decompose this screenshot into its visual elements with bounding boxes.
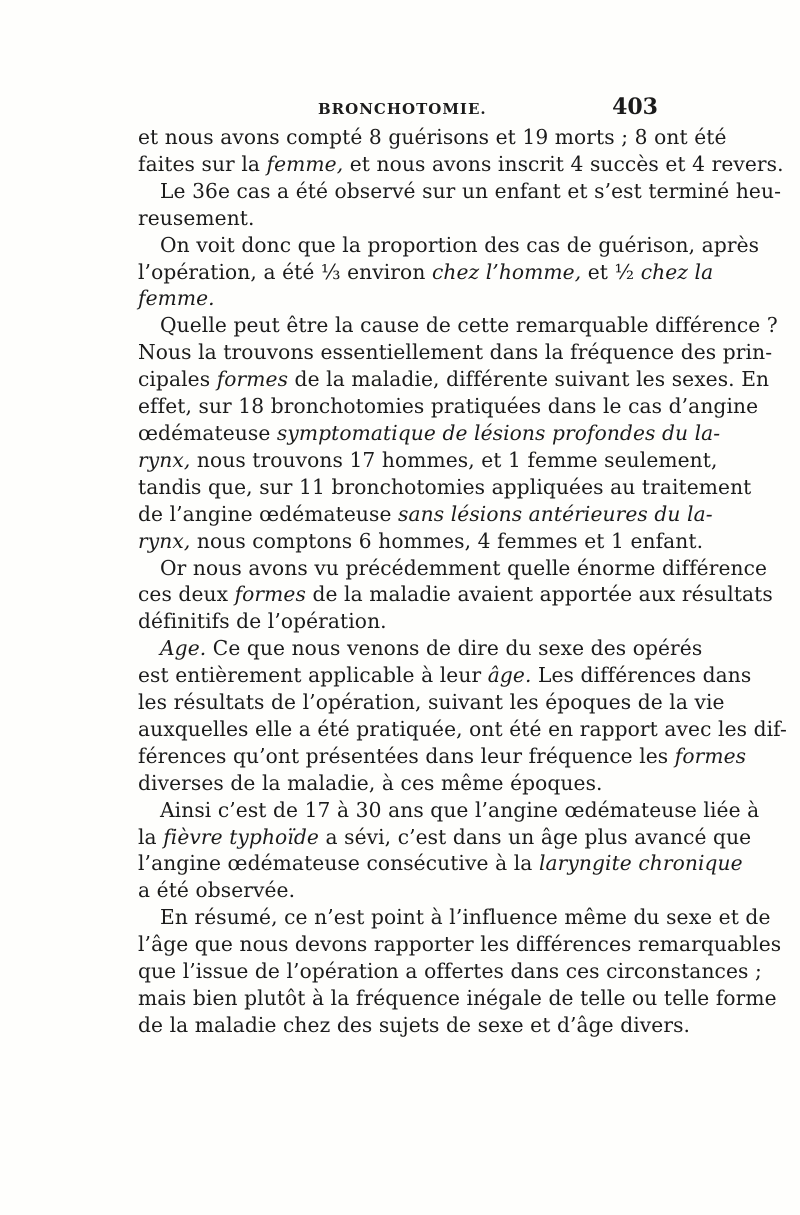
running-head [138,94,658,124]
paragraph [138,124,784,178]
text-line: de la maladie chez des sujets de sexe et d’âge divers. [138,1012,691,1037]
text-line: les résultats de l’opération, suivant les époques de la vie [138,690,725,715]
text-line: Ainsi c’est de 17 à 30 ans que l’angine œdémateuse liée à [160,797,760,822]
paragraph [138,797,760,905]
text-line: Quelle peut être la cause de cette remarquable différence ? [160,313,778,338]
text-line: On voit donc que la proportion des cas de guérison, après [160,232,760,257]
paragraph [138,555,773,636]
text-line: l’âge que nous devons rapporter les différences remarquables [138,932,782,957]
text-line: Or nous avons vu précédemment quelle énorme différence [160,555,768,580]
text-line: tandis que, sur 11 bronchotomies appliquées au traitement [138,474,752,499]
text-line: de l’angine œdémateuse sans lésions antérieures du la- [138,501,713,526]
text-line: faites sur la femme, et nous avons inscrit 4 succès et 4 revers. [138,151,784,176]
body-text [138,124,787,1039]
text-line: et nous avons compté 8 guérisons et 19 morts ; 8 ont été [138,125,727,149]
text-line: reusement. [138,205,255,230]
text-line: mais bien plutôt à la fréquence inégale de telle ou telle forme [138,986,777,1010]
text-line: En résumé, ce n’est point à l’influence même du sexe et de [160,905,771,930]
text-line: l’angine œdémateuse consécutive à la laryngite chronique [138,851,743,876]
text-line: Nous la trouvons essentiellement dans la fréquence des prin- [138,340,773,365]
text-line: rynx, nous comptons 6 hommes, 4 femmes et 1 enfant. [138,528,704,553]
paragraph [138,904,782,1039]
running-title: BRONCHOTOMIE. [318,100,487,118]
text-line: rynx, nous trouvons 17 hommes, et 1 femme seulement, [138,447,718,472]
page-number: 403 [612,94,658,120]
text-line: Age. Ce que nous venons de dire du sexe des opérés [160,636,703,661]
text-line: la fièvre typhoïde a sévi, c’est dans un âge plus avancé que [138,824,752,849]
text-line: est entièrement applicable à leur âge. Les différences dans [138,663,752,688]
text-line: cipales formes de la maladie, différente suivant les sexes. En [138,367,770,392]
text-line: Le 36e cas a été observé sur un enfant et s’est terminé heu- [160,178,781,203]
paragraph [138,232,760,313]
text-line: œdémateuse symptomatique de lésions profondes du la- [138,420,721,445]
text-line: femme. [138,286,215,311]
text-line: ces deux formes de la maladie avaient apportée aux résultats [138,582,773,607]
text-line: que l’issue de l’opération a offertes dans ces circonstances ; [138,959,762,984]
text-line: l’opération, a été ⅓ environ chez l’homme, et ½ chez la [138,259,714,284]
text-line: définitifs de l’opération. [138,609,387,634]
text-line: auxquelles elle a été pratiquée, ont été en rapport avec les dif- [138,716,787,741]
text-line: effet, sur 18 bronchotomies pratiquées dans le cas d’angine [138,394,759,419]
paragraph [138,635,787,796]
text-line: a été observée. [138,878,296,903]
paragraph [138,312,778,554]
text-line: diverses de la maladie, à ces même époques. [138,770,603,795]
paragraph [138,178,781,232]
text-line: férences qu’ont présentées dans leur fréquence les formes [138,743,747,768]
